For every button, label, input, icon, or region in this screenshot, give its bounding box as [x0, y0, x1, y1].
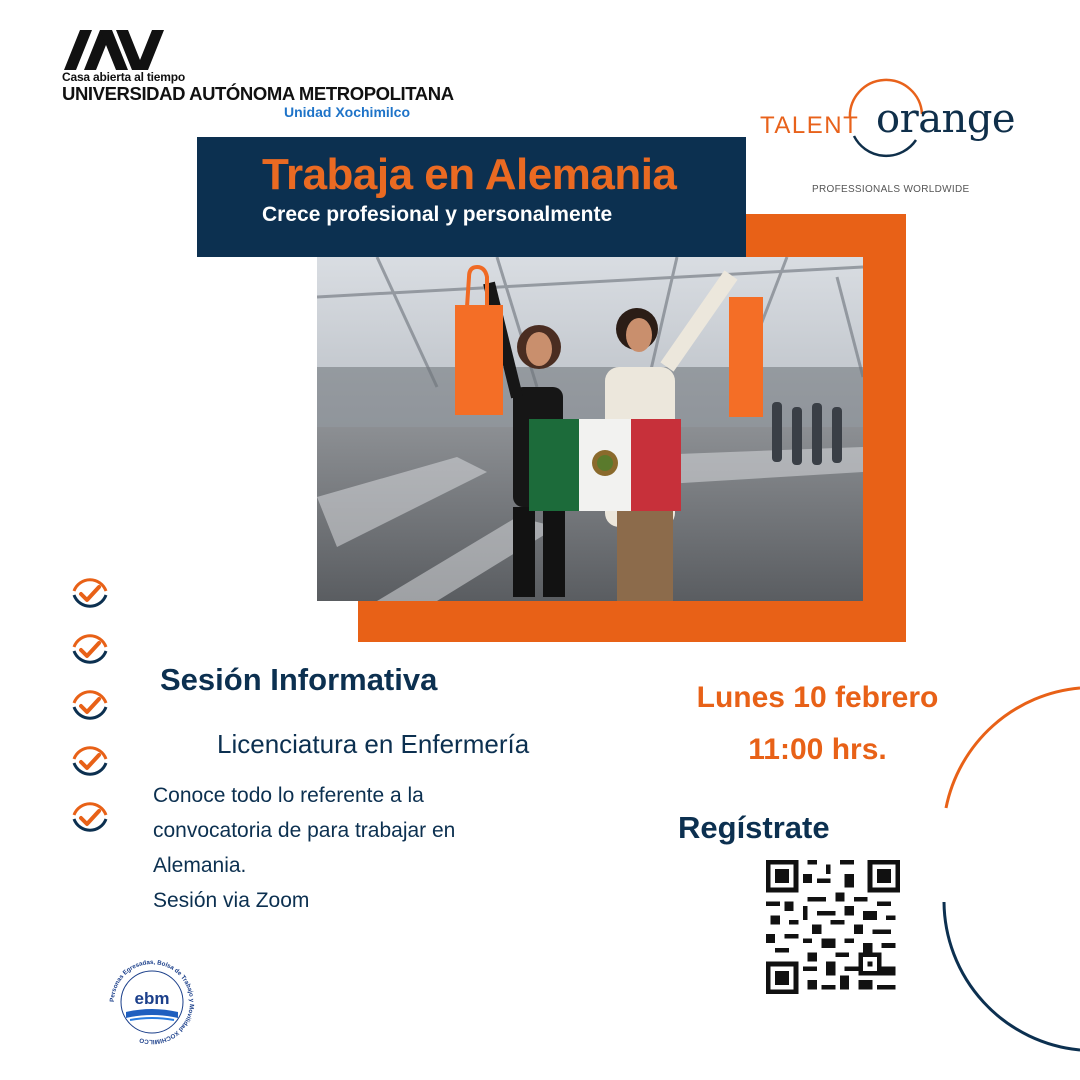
description-line: convocatoria de para trabajar en [153, 819, 456, 842]
event-datetime [650, 672, 985, 776]
talent-word: TALENT [760, 112, 860, 139]
orange-word: orange [876, 96, 1016, 142]
orange-arc-decoration [940, 684, 1080, 810]
page-subtitle: Crece profesional y personalmente [262, 203, 613, 226]
uam-unit: Unidad Xochimilco [284, 104, 411, 120]
session-title: Sesión Informativa [160, 662, 438, 697]
ebm-logo [104, 958, 200, 1046]
uam-name: UNIVERSIDAD AUTÓNOMA METROPOLITANA [62, 83, 454, 104]
check-circle-icon [68, 739, 112, 783]
session-description [153, 778, 533, 918]
event-date: Lunes 10 febrero [696, 681, 939, 714]
check-circle-icon [68, 683, 112, 727]
uam-logo [62, 28, 454, 123]
register-label: Regístrate [678, 810, 830, 845]
description-line: Alemania. [153, 854, 247, 877]
airport-photo [317, 257, 863, 601]
description-line: Sesión via Zoom [153, 889, 310, 912]
page-title: Trabaja en Alemania [262, 150, 677, 199]
ebm-label: ebm [134, 989, 170, 1008]
talent-tagline: PROFESSIONALS WORLDWIDE [812, 184, 970, 195]
registration-qr-code[interactable] [766, 860, 900, 994]
uam-emblem-icon [62, 28, 166, 72]
navy-arc-decoration [940, 900, 1080, 1060]
event-time: 11:00 hrs. [748, 733, 887, 766]
degree-name: Licenciatura en Enfermería [217, 729, 530, 759]
ebm-ring-text: Personas Egresadas, Bolsa de Trabajo y Movilidad XOCHIMILCO [108, 958, 196, 1046]
description-line: Conoce todo lo referente a la [153, 784, 424, 807]
check-circle-icon [68, 795, 112, 839]
talent-orange-logo [756, 78, 1018, 200]
check-circle-icon [68, 571, 112, 615]
check-list [68, 571, 114, 851]
check-circle-icon [68, 627, 112, 671]
uam-tagline: Casa abierta al tiempo [62, 70, 185, 84]
